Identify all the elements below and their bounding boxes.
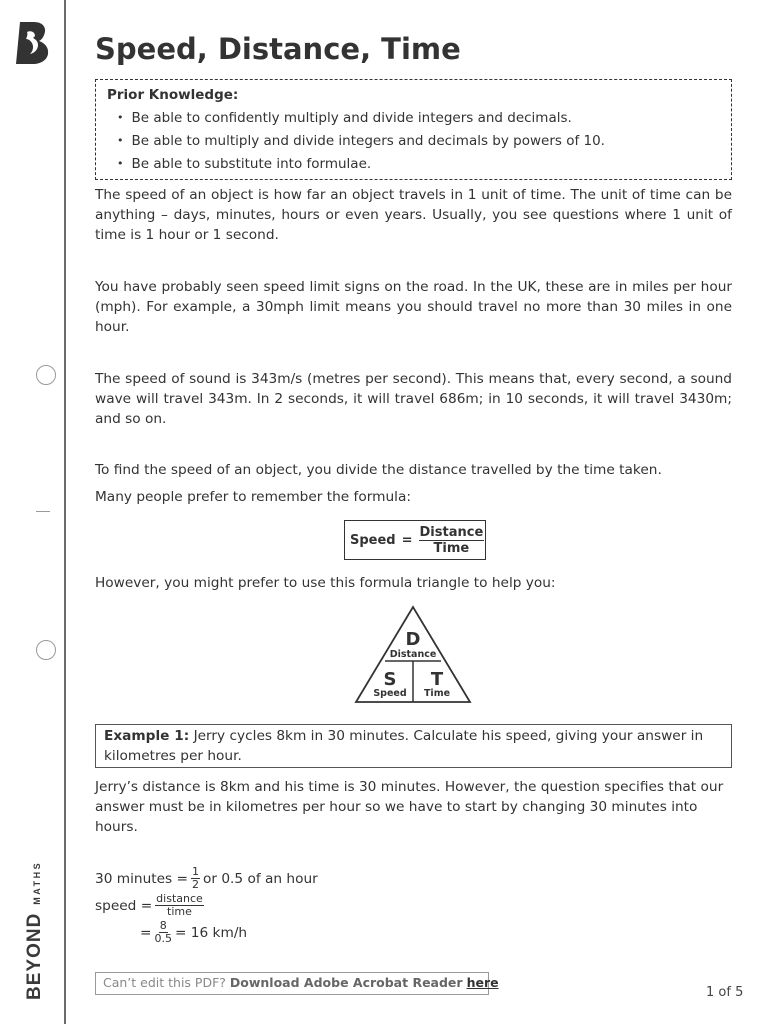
triangle-right-word: Time: [423, 688, 451, 699]
formula-equals: =: [401, 532, 413, 548]
prior-knowledge-heading: Prior Knowledge:: [107, 87, 239, 103]
formula-triangle: [353, 605, 473, 705]
example-text: Jerry cycles 8km in 30 minutes. Calculate his speed, giving your answer in kilometres per hour.: [104, 728, 704, 764]
speed-fraction: [155, 893, 204, 918]
list-item: • Be able to multiply and divide integers and decimals by powers of 10.: [117, 132, 720, 151]
working-line-1: [95, 866, 318, 891]
list-item: • Be able to substitute into formulae.: [117, 155, 720, 174]
solution-paragraph: Jerry’s distance is 8km and his time is 30 minutes. However, the question specifies that our answer must be in kilometres per hour so we have to start by changing 30 minutes into hours.: [95, 779, 724, 835]
brand-sub-text: MATHS: [32, 860, 42, 905]
acrobat-notice-prefix: Can’t edit this PDF?: [103, 975, 226, 990]
triangle-intro-paragraph: However, you might prefer to use this formula triangle to help you:: [95, 575, 556, 591]
example-label: Example 1:: [104, 728, 190, 744]
working-line-3: [140, 920, 247, 945]
formula-lhs: Speed: [350, 532, 396, 548]
brand-wordmark: [24, 861, 46, 1000]
half-fraction: [191, 866, 200, 891]
triangle-top-word: Distance: [389, 649, 437, 660]
speed-fraction-denominator: time: [167, 905, 192, 918]
page-number: 1 of 5: [706, 985, 744, 1000]
speed-limit-paragraph: You have probably seen speed limit signs on the road. In the UK, these are in miles per hour (mph). For example, a 30mph limit means you should travel no more than 30 miles in one hour.: [95, 279, 732, 335]
punch-hole-upper: [36, 365, 56, 385]
margin-rule: [64, 0, 66, 1024]
half-numerator: 1: [192, 865, 199, 878]
fold-mark: [36, 511, 50, 512]
page-title: Speed, Distance, Time: [95, 32, 461, 66]
intro-paragraph: The speed of an object is how far an object travels in 1 unit of time. The unit of time can be anything – days, minutes, hours or even years. Usually, you see questions where 1 unit of time is 1 hour or 1 second.: [95, 187, 732, 243]
formula-fraction: [419, 525, 485, 556]
result-fraction-numerator: 8: [159, 919, 167, 932]
acrobat-download-link[interactable]: here: [466, 975, 499, 990]
working-line-1-suffix: or 0.5 of an hour: [203, 870, 318, 887]
working-line-3-suffix: = 16 km/h: [174, 924, 248, 941]
example-box: [95, 724, 732, 768]
beyond-b-logo-icon: [14, 22, 52, 64]
prior-knowledge-box: [95, 79, 732, 180]
result-fraction-denominator: 0.5: [154, 932, 172, 945]
triangle-left-letter: S: [383, 669, 397, 690]
formula-denominator: Time: [433, 540, 470, 556]
acrobat-notice: [95, 972, 499, 995]
result-fraction: [154, 920, 172, 945]
working-line-2: [95, 893, 207, 918]
working-line-3-prefix: =: [140, 924, 152, 941]
list-item: • Be able to confidently multiply and divide integers and decimals.: [117, 109, 720, 128]
acrobat-notice-strong: Download Adobe Acrobat Reader: [229, 975, 463, 990]
formula-numerator: Distance: [419, 524, 484, 540]
working-line-1-prefix: 30 minutes =: [95, 870, 188, 887]
half-denominator: 2: [192, 878, 199, 891]
triangle-left-word: Speed: [373, 688, 407, 699]
brand-main-text: BEYOND: [24, 912, 45, 1000]
find-speed-paragraph: To find the speed of an object, you divide the distance travelled by the time taken.: [95, 462, 662, 478]
speed-formula-box: [344, 520, 486, 560]
speed-fraction-numerator: distance: [156, 892, 203, 905]
triangle-right-letter: T: [430, 669, 444, 690]
punch-hole-lower: [36, 640, 56, 660]
working-line-2-prefix: speed =: [95, 897, 153, 914]
formula-intro-paragraph: Many people prefer to remember the formula:: [95, 489, 411, 505]
speed-of-sound-paragraph: The speed of sound is 343m/s (metres per second). This means that, every second, a sound wave will travel 343m. In 2 seconds, it will travel 686m; in 10 seconds, it will travel 3430m; and so on.: [95, 371, 732, 427]
prior-knowledge-list: [107, 109, 720, 174]
triangle-top-letter: D: [405, 629, 421, 650]
